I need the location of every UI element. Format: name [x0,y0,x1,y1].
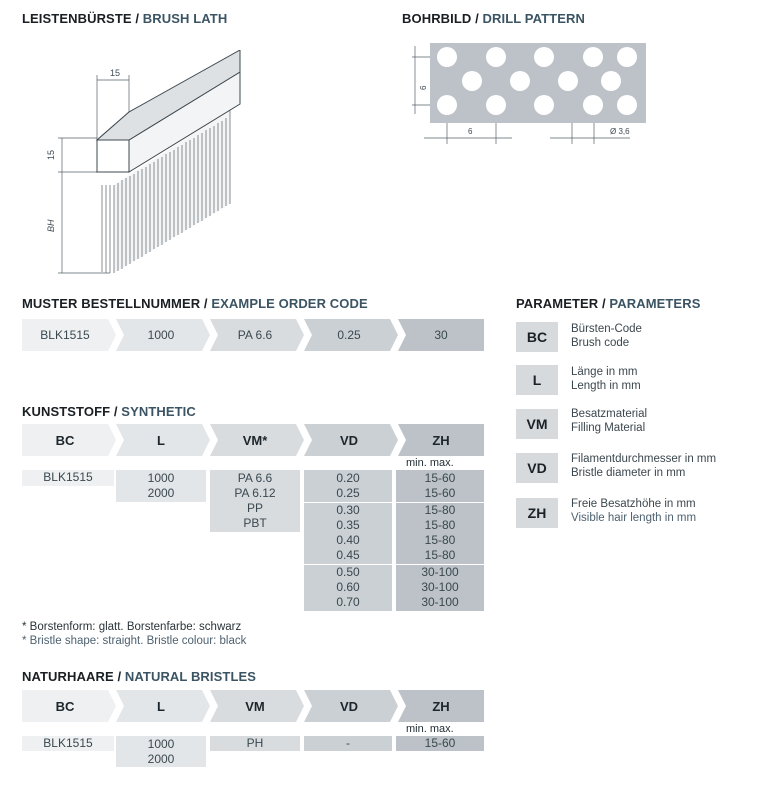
param-vm-de: Besatzmaterial [571,408,648,420]
example-order-title-en: EXAMPLE ORDER CODE [211,296,368,311]
synthetic-zh-value: 15-80 [424,548,456,562]
synthetic-vd-value: 0.20 [336,471,360,485]
synthetic-zh-value: 30-100 [421,565,459,579]
synthetic-l-value: 2000 [147,486,175,500]
natural-vd-col [304,736,392,751]
synthetic-vd-value: 0.60 [336,580,360,594]
param-bc-de: Bürsten-Code [571,323,642,335]
synthetic-title-en: SYNTHETIC [121,404,196,419]
example-code-l: 1000 [147,328,175,342]
synthetic-zh-group-3 [396,565,484,610]
synthetic-zh-group-2 [396,503,484,563]
example-order-title-de: MUSTER BESTELLNUMMER [22,296,201,311]
natural-vd-value: - [346,736,350,750]
brush-lath-heading: LEISTENBÜRSTE / BRUSH LATH [22,11,228,26]
dim-side-label: 15 [46,149,56,160]
example-code-bc: BLK1515 [40,328,90,342]
param-desc-vd [571,452,716,480]
synthetic-vm-value: PA 6.6 [237,471,273,485]
synthetic-zh-value: 15-80 [424,503,456,517]
brush-lath-title-en: BRUSH LATH [142,11,228,26]
dim-bh-label: BH [46,219,56,232]
synthetic-vm-value: PP [246,501,263,515]
natural-heading: NATURHAARE / NATURAL BRISTLES [22,669,257,684]
synthetic-header-bc: BC [55,432,75,448]
synthetic-vm-value: PBT [243,516,267,530]
param-bc-en: Brush code [571,337,630,349]
synthetic-vd-group-2 [304,503,392,563]
parameters-title-en: PARAMETERS [609,296,701,311]
synthetic-zh-value: 15-80 [424,533,456,547]
param-code-vd: VD [516,453,558,483]
synthetic-vd-group-3 [304,565,392,610]
synthetic-l-value: 1000 [147,471,175,485]
parameters-title-de: PARAMETER [516,296,599,311]
brush-lath-drawing [30,50,260,280]
natural-bc-value: BLK1515 [43,736,93,750]
param-l-en: Length in mm [571,380,641,392]
param-zh-de: Freie Besatzhöhe in mm [571,498,696,510]
drill-pattern-drawing [400,38,660,150]
natural-bc-col [22,736,114,751]
synthetic-vd-value: 0.30 [336,503,360,517]
param-desc-bc [571,322,642,350]
synthetic-bc-col [22,470,114,485]
param-vd-de: Filamentdurchmesser in mm [571,453,717,465]
param-vm-en: Filling Material [571,422,646,434]
synthetic-note-de: * Borstenform: glatt. Borstenfarbe: schwarz [22,621,242,633]
drill-dim-vertical: 6 [419,85,428,90]
natural-zh-col [396,736,484,751]
param-desc-zh [571,497,696,525]
synthetic-title-de: KUNSTSTOFF [22,404,111,419]
synthetic-l-col [116,470,206,501]
param-zh-en: Visible hair length in mm [571,512,697,524]
drill-pattern-heading: BOHRBILD / DRILL PATTERN [402,11,585,26]
synthetic-zh-value: 15-80 [424,518,456,532]
drill-pattern-title-en: DRILL PATTERN [482,11,585,26]
example-order-heading: MUSTER BESTELLNUMMER / EXAMPLE ORDER CODE [22,296,368,311]
synthetic-zh-value: 15-60 [424,471,456,485]
natural-header-bc: BC [55,698,75,714]
natural-header-vd: VD [339,698,359,714]
param-code-bc: BC [516,322,558,352]
synthetic-header-vm: VM* [242,432,268,448]
synthetic-zh-value: 15-60 [424,486,456,500]
param-l-de: Länge in mm [571,366,638,378]
natural-l-col [116,737,206,767]
synthetic-vd-group-1 [304,471,392,501]
synthetic-bc-value: BLK1515 [43,470,93,484]
synthetic-zh-value: 30-100 [421,595,459,609]
natural-title-en: NATURAL BRISTLES [124,669,257,684]
synthetic-vd-value: 0.25 [336,486,360,500]
param-vd-en: Bristle diameter in mm [571,467,686,479]
synthetic-vd-value: 0.50 [336,565,360,579]
dim-top-label: 15 [110,68,121,78]
drill-dim-diameter: Ø 3,6 [610,127,630,136]
example-code-zh: 30 [434,328,448,342]
param-code-zh: ZH [516,498,558,528]
synthetic-vd-value: 0.35 [336,518,360,532]
natural-header-l: L [157,698,165,714]
natural-vm-value: PH [246,736,264,750]
param-code-vm: VM [516,409,558,439]
drill-dim-horizontal: 6 [468,127,473,136]
natural-title-de: NATURHAARE [22,669,114,684]
parameters-heading: PARAMETER / PARAMETERS [516,296,701,311]
natural-zh-value: 15-60 [424,736,456,750]
synthetic-heading: KUNSTSTOFF / SYNTHETIC [22,404,196,419]
synthetic-header-zh: ZH [432,432,450,448]
synthetic-zh-value: 30-100 [421,580,459,594]
example-code-vm: PA 6.6 [237,328,273,342]
synthetic-vm-col [210,470,300,531]
natural-l-value: 1000 [147,737,175,751]
drill-pattern-title-de: BOHRBILD [402,11,472,26]
natural-l-value: 2000 [147,752,175,766]
brush-lath-title-de: LEISTENBÜRSTE [22,11,132,26]
synthetic-zh-group-1 [396,471,484,501]
synthetic-header-l: L [157,432,165,448]
synthetic-note-en: * Bristle shape: straight. Bristle colour: black [22,635,247,647]
synthetic-vd-value: 0.70 [336,595,360,609]
natural-header-vm: VM [245,698,265,714]
natural-minmax: min. max. [406,723,454,735]
synthetic-vm-value: PA 6.12 [234,486,276,500]
param-desc-vm [571,407,647,435]
synthetic-vd-value: 0.45 [336,548,360,562]
synthetic-vd-value: 0.40 [336,533,360,547]
param-desc-l [571,365,641,393]
param-code-l: L [516,365,558,395]
synthetic-minmax: min. max. [406,457,454,469]
example-code-vd: 0.25 [337,328,361,342]
natural-vm-col [210,736,300,751]
natural-header-zh: ZH [432,698,450,714]
synthetic-header-vd: VD [339,432,359,448]
